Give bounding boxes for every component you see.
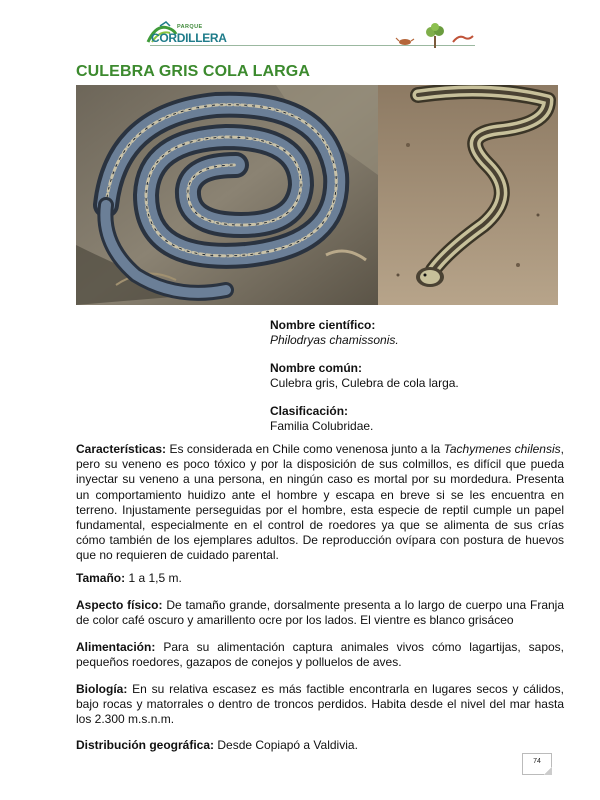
distribution-label: Distribución geográfica:: [76, 738, 215, 752]
characteristics-text-1: Es considerada en Chile como venenosa junto a la: [166, 442, 444, 456]
distribution-text: Desde Copiapó a Valdivia.: [214, 738, 358, 752]
feeding-paragraph: [76, 640, 564, 670]
classification-value: Familia Colubridae.: [270, 419, 374, 433]
characteristics-paragraph: [76, 442, 564, 564]
page-header: [0, 0, 600, 60]
page-number-box: [522, 753, 552, 775]
biology-text: En su relativa escasez es más factible encontrarla en lugares secos y cálidos, bajo rocas y matorrales o dentro de troncos perdidos. Habita desde el nivel del mar hasta los 2.300 m.s.n.m.: [76, 682, 564, 727]
classification-block: [270, 404, 459, 434]
scientific-name-label: Nombre científico:: [270, 318, 376, 332]
distribution-paragraph: [76, 738, 564, 753]
snake-photo-coiled: [76, 85, 378, 305]
common-name-label: Nombre común:: [270, 361, 363, 375]
characteristics-label: Características:: [76, 442, 167, 456]
appearance-text: De tamaño grande, dorsalmente presenta a lo largo de cuerpo una Franja de color café oscuro y amarillento ocre por los lados. El vientre es blanco grisáceo: [76, 598, 565, 628]
characteristics-italic-species: Tachymenes chilensis: [443, 442, 561, 456]
logo-small-text: PARQUE: [177, 24, 203, 30]
fauna-flora-illustration-icon: [395, 22, 475, 50]
scientific-name-block: [270, 318, 459, 348]
scientific-name-value: Philodryas chamissonis.: [270, 333, 399, 347]
appearance-paragraph: [76, 598, 564, 628]
appearance-label: Aspecto físico:: [76, 598, 163, 612]
logo-big-text: CORDILLERA: [151, 31, 227, 45]
snake-photo-ground: [378, 85, 558, 305]
biology-paragraph: [76, 682, 564, 728]
species-info: [270, 318, 459, 447]
page-title: CULEBRA GRIS COLA LARGA: [76, 63, 310, 80]
classification-label: Clasificación:: [270, 404, 349, 418]
biology-label: Biología:: [76, 682, 128, 696]
page-number: 74: [533, 758, 541, 765]
feeding-text: Para su alimentación captura animales vivos cómo lagartijas, sapos, pequeños roedores, gazapos de conejos y polluelos de aves.: [76, 640, 564, 670]
common-name-block: [270, 361, 459, 391]
size-paragraph: [76, 571, 564, 586]
size-text: 1 a 1,5 m.: [125, 571, 182, 585]
feeding-label: Alimentación:: [76, 640, 156, 654]
size-label: Tamaño:: [76, 571, 126, 585]
common-name-value: Culebra gris, Culebra de cola larga.: [270, 376, 459, 390]
characteristics-text-2: , pero su veneno es poco tóxico y por la disposición de sus colmillos, es difícil que pueda inyectar su veneno a una persona, en ningún caso es mortal por su mordedura. Presenta un comportamiento huidizo ante el hombre y escapa en breve si se les encuentra en terreno. Injustamente perseguidas por el hombre, esta especie de reptil cumple un papel fundamental, especialmente en el control de roedores ya que se alimenta de sus crías cómo también de los ejemplares adultos. De reproducción ovípara con postura de huevos que no requieren de cuidado parental.: [76, 442, 564, 563]
page-curl-icon: [544, 767, 552, 775]
